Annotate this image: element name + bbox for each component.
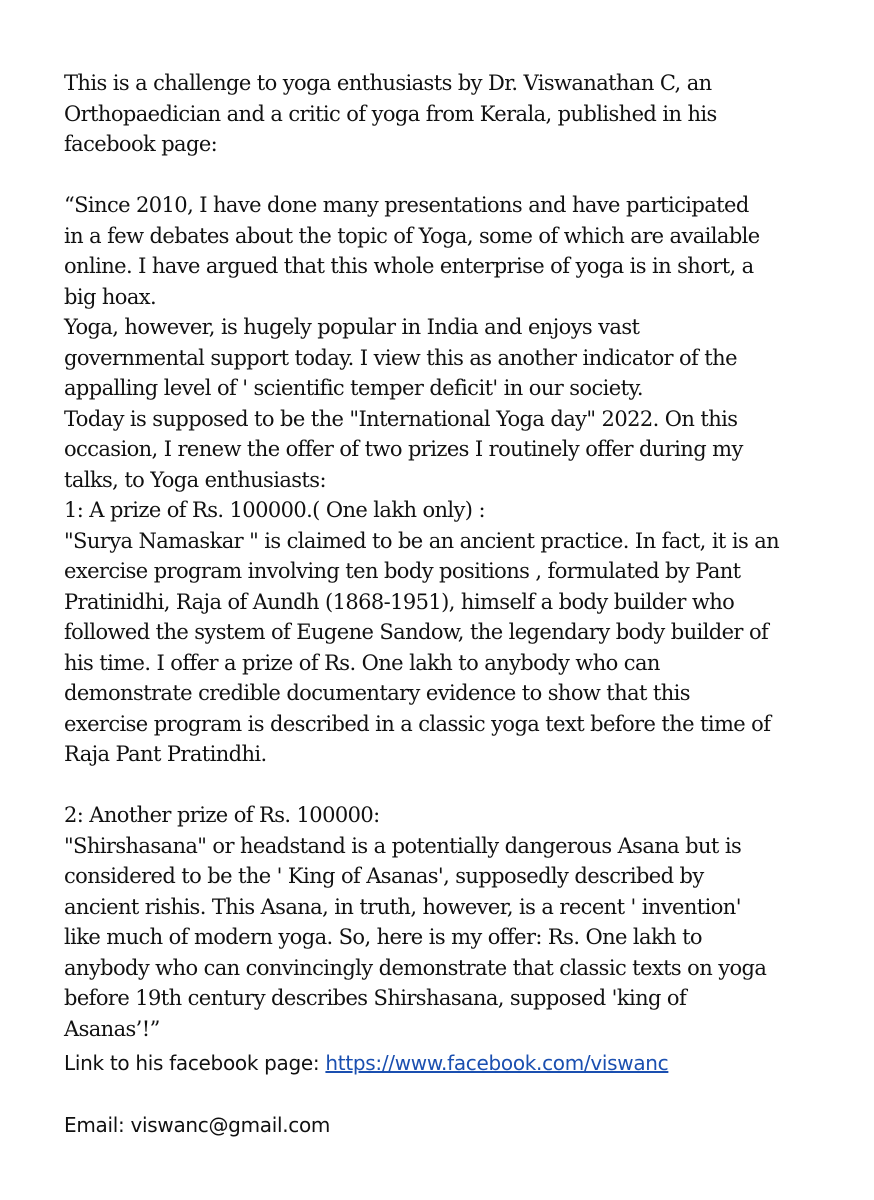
quote-line: governmental support today. I view this as another indicator of the — [64, 345, 737, 370]
quote-line: like much of modern yoga. So, here is my offer: Rs. One lakh to — [64, 925, 702, 949]
facebook-link-line — [64, 1048, 668, 1078]
prize-two-heading: 2: Another prize of Rs. 100000: — [64, 803, 380, 827]
quote-line: Pratinidhi, Raja of Aundh (1868-1951), himself a body builder who — [64, 589, 735, 614]
email-line: Email: viswanc@gmail.com — [64, 1113, 331, 1137]
intro-line: This is a challenge to yoga enthusiasts by Dr. Viswanathan C, an — [64, 71, 712, 95]
quote-line: his time. I offer a prize of Rs. One lakh to anybody who can — [64, 650, 660, 675]
quote-line: big hoax. — [64, 284, 157, 309]
quote-line: followed the system of Eugene Sandow, the legendary body builder of — [64, 620, 769, 644]
quote-line: in a few debates about the topic of Yoga, some of which are available — [64, 223, 760, 248]
paragraph-gap — [64, 160, 854, 191]
quote-line: "Shirshasana" or headstand is a potentially dangerous Asana but is — [64, 833, 742, 858]
quote-line: ancient rishis. This Asana, in truth, however, is a recent ' invention' — [64, 894, 741, 919]
paragraph-gap — [64, 770, 854, 801]
quote-line: considered to be the ' King of Asanas', supposedly described by — [64, 864, 704, 888]
quote-line: anybody who can convincingly demonstrate that classic texts on yoga — [64, 955, 767, 980]
quote-line: exercise program is described in a classic yoga text before the time of — [64, 711, 771, 736]
intro-line: facebook page: — [64, 132, 218, 156]
facebook-link[interactable]: https://www.facebook.com/viswanc — [325, 1051, 669, 1075]
quote-line: before 19th century describes Shirshasana, supposed 'king of — [64, 986, 687, 1010]
quote-line: “Since 2010, I have done many presentations and have participated — [64, 193, 749, 217]
quote-line: Raja Pant Pratindhi. — [64, 742, 267, 766]
quote-line: demonstrate credible documentary evidence to show that this — [64, 681, 690, 705]
intro-line: Orthopaedician and a critic of yoga from Kerala, published in his — [64, 101, 717, 126]
quote-line: "Surya Namaskar " is claimed to be an ancient practice. In fact, it is an — [64, 528, 780, 553]
quote-line: Asanas’!” — [64, 1016, 160, 1041]
facebook-link-label: Link to his facebook page: — [64, 1051, 326, 1075]
quote-line: occasion, I renew the offer of two prizes I routinely offer during my — [64, 437, 743, 461]
prize-one-heading: 1: A prize of Rs. 100000.( One lakh only) : — [64, 498, 485, 522]
quote-line: appalling level of ' scientific temper deficit' in our society. — [64, 376, 643, 400]
document-body — [64, 68, 854, 1044]
quote-line: online. I have argued that this whole enterprise of yoga is in short, a — [64, 254, 754, 278]
quote-line: talks, to Yoga enthusiasts: — [64, 467, 326, 492]
quote-line: Today is supposed to be the "International Yoga day" 2022. On this — [64, 406, 738, 431]
quote-line: exercise program involving ten body positions , formulated by Pant — [64, 559, 741, 583]
quote-line: Yoga, however, is hugely popular in India and enjoys vast — [64, 315, 640, 339]
